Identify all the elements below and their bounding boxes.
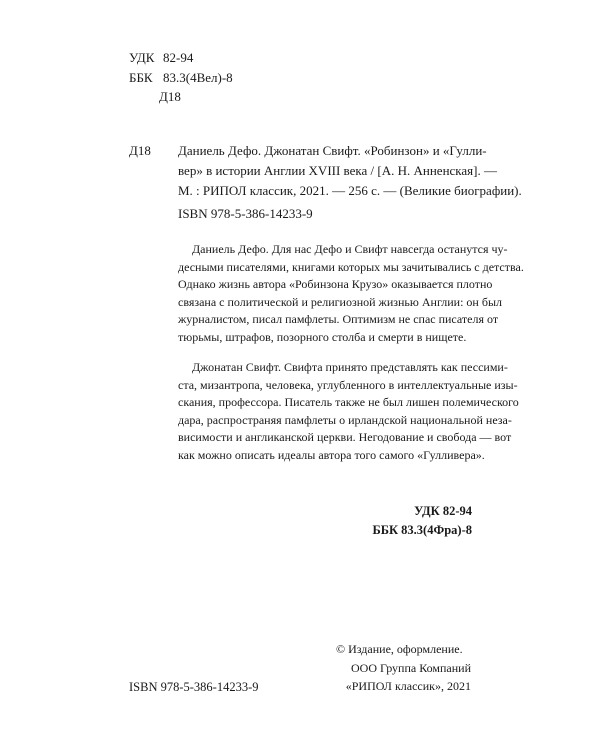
copyright-line-3: «РИПОЛ классик», 2021	[345, 679, 471, 693]
classification-block	[129, 48, 233, 107]
annotation-line: десными писателями, книгами которых мы зачитывались с детства.	[178, 259, 524, 274]
annotation-line: тюрьмы, штрафов, позорного столба и смерти в нищете.	[178, 329, 467, 344]
right-udk: УДК 82-94	[414, 504, 472, 518]
annotation-line: как можно описать идеалы автора того самого «Гулливера».	[178, 447, 485, 462]
annotation-line: дара, распространяя памфлеты о ирландской национальной неза-	[178, 412, 512, 427]
copyright-line-2: ООО Группа Компаний	[351, 660, 471, 675]
isbn-main: ISBN 978-5-386-14233-9	[178, 206, 313, 221]
annotation-line: связана с политической и религиозной жизнью Англии: он был	[178, 294, 503, 309]
right-bbk: ББК 83.3(4Фра)-8	[372, 523, 472, 537]
author-code: Д18	[159, 89, 181, 104]
right-classification-codes	[372, 502, 472, 540]
annotation-line: ста, мизантропа, человека, углубленного в интеллектуальные изы-	[178, 377, 518, 392]
bbk-value: 83.3(4Вел)-8	[163, 69, 233, 85]
biblio-line: М. : РИПОЛ классик, 2021. — 256 с. — (Великие биографии).	[178, 183, 522, 198]
annotation-line: журналистом, писал памфлеты. Оптимизм не спас писателя от	[178, 312, 499, 327]
annotation-line: висимости и англиканской церкви. Негодование и свобода — вот	[178, 430, 512, 445]
annotation-line: Даниель Дефо. Для нас Дефо и Свифт навсегда останутся чу-	[192, 242, 508, 256]
author-mark: Д18	[129, 143, 151, 158]
annotation-line: Джонатан Свифт. Свифта принято представлять как пессими-	[192, 360, 508, 374]
bibliographic-description	[178, 141, 522, 201]
annotation-paragraph-2	[178, 359, 519, 465]
copyright-line-1: © Издание, оформление.	[336, 642, 463, 656]
annotation-line: скания, профессора. Писатель также не был лишен полемического	[178, 395, 519, 410]
isbn-bottom: ISBN 978-5-386-14233-9	[129, 680, 259, 694]
bbk-row	[129, 68, 233, 88]
copyright-block	[336, 640, 471, 696]
biblio-line: Даниель Дефо. Джонатан Свифт. «Робинзон» и «Гулли-	[178, 143, 487, 158]
udk-label: УДК	[129, 50, 155, 65]
udk-value: 82-94	[163, 50, 194, 65]
annotation-paragraph-1	[178, 241, 524, 347]
bbk-label: ББК	[129, 69, 153, 85]
annotation-line: Однако жизнь автора «Робинзона Крузо» оказывается плотно	[178, 277, 493, 292]
biblio-line: вер» в истории Англии XVIII века / [А. Н. Анненская]. —	[178, 163, 497, 178]
udk-row	[129, 48, 233, 68]
